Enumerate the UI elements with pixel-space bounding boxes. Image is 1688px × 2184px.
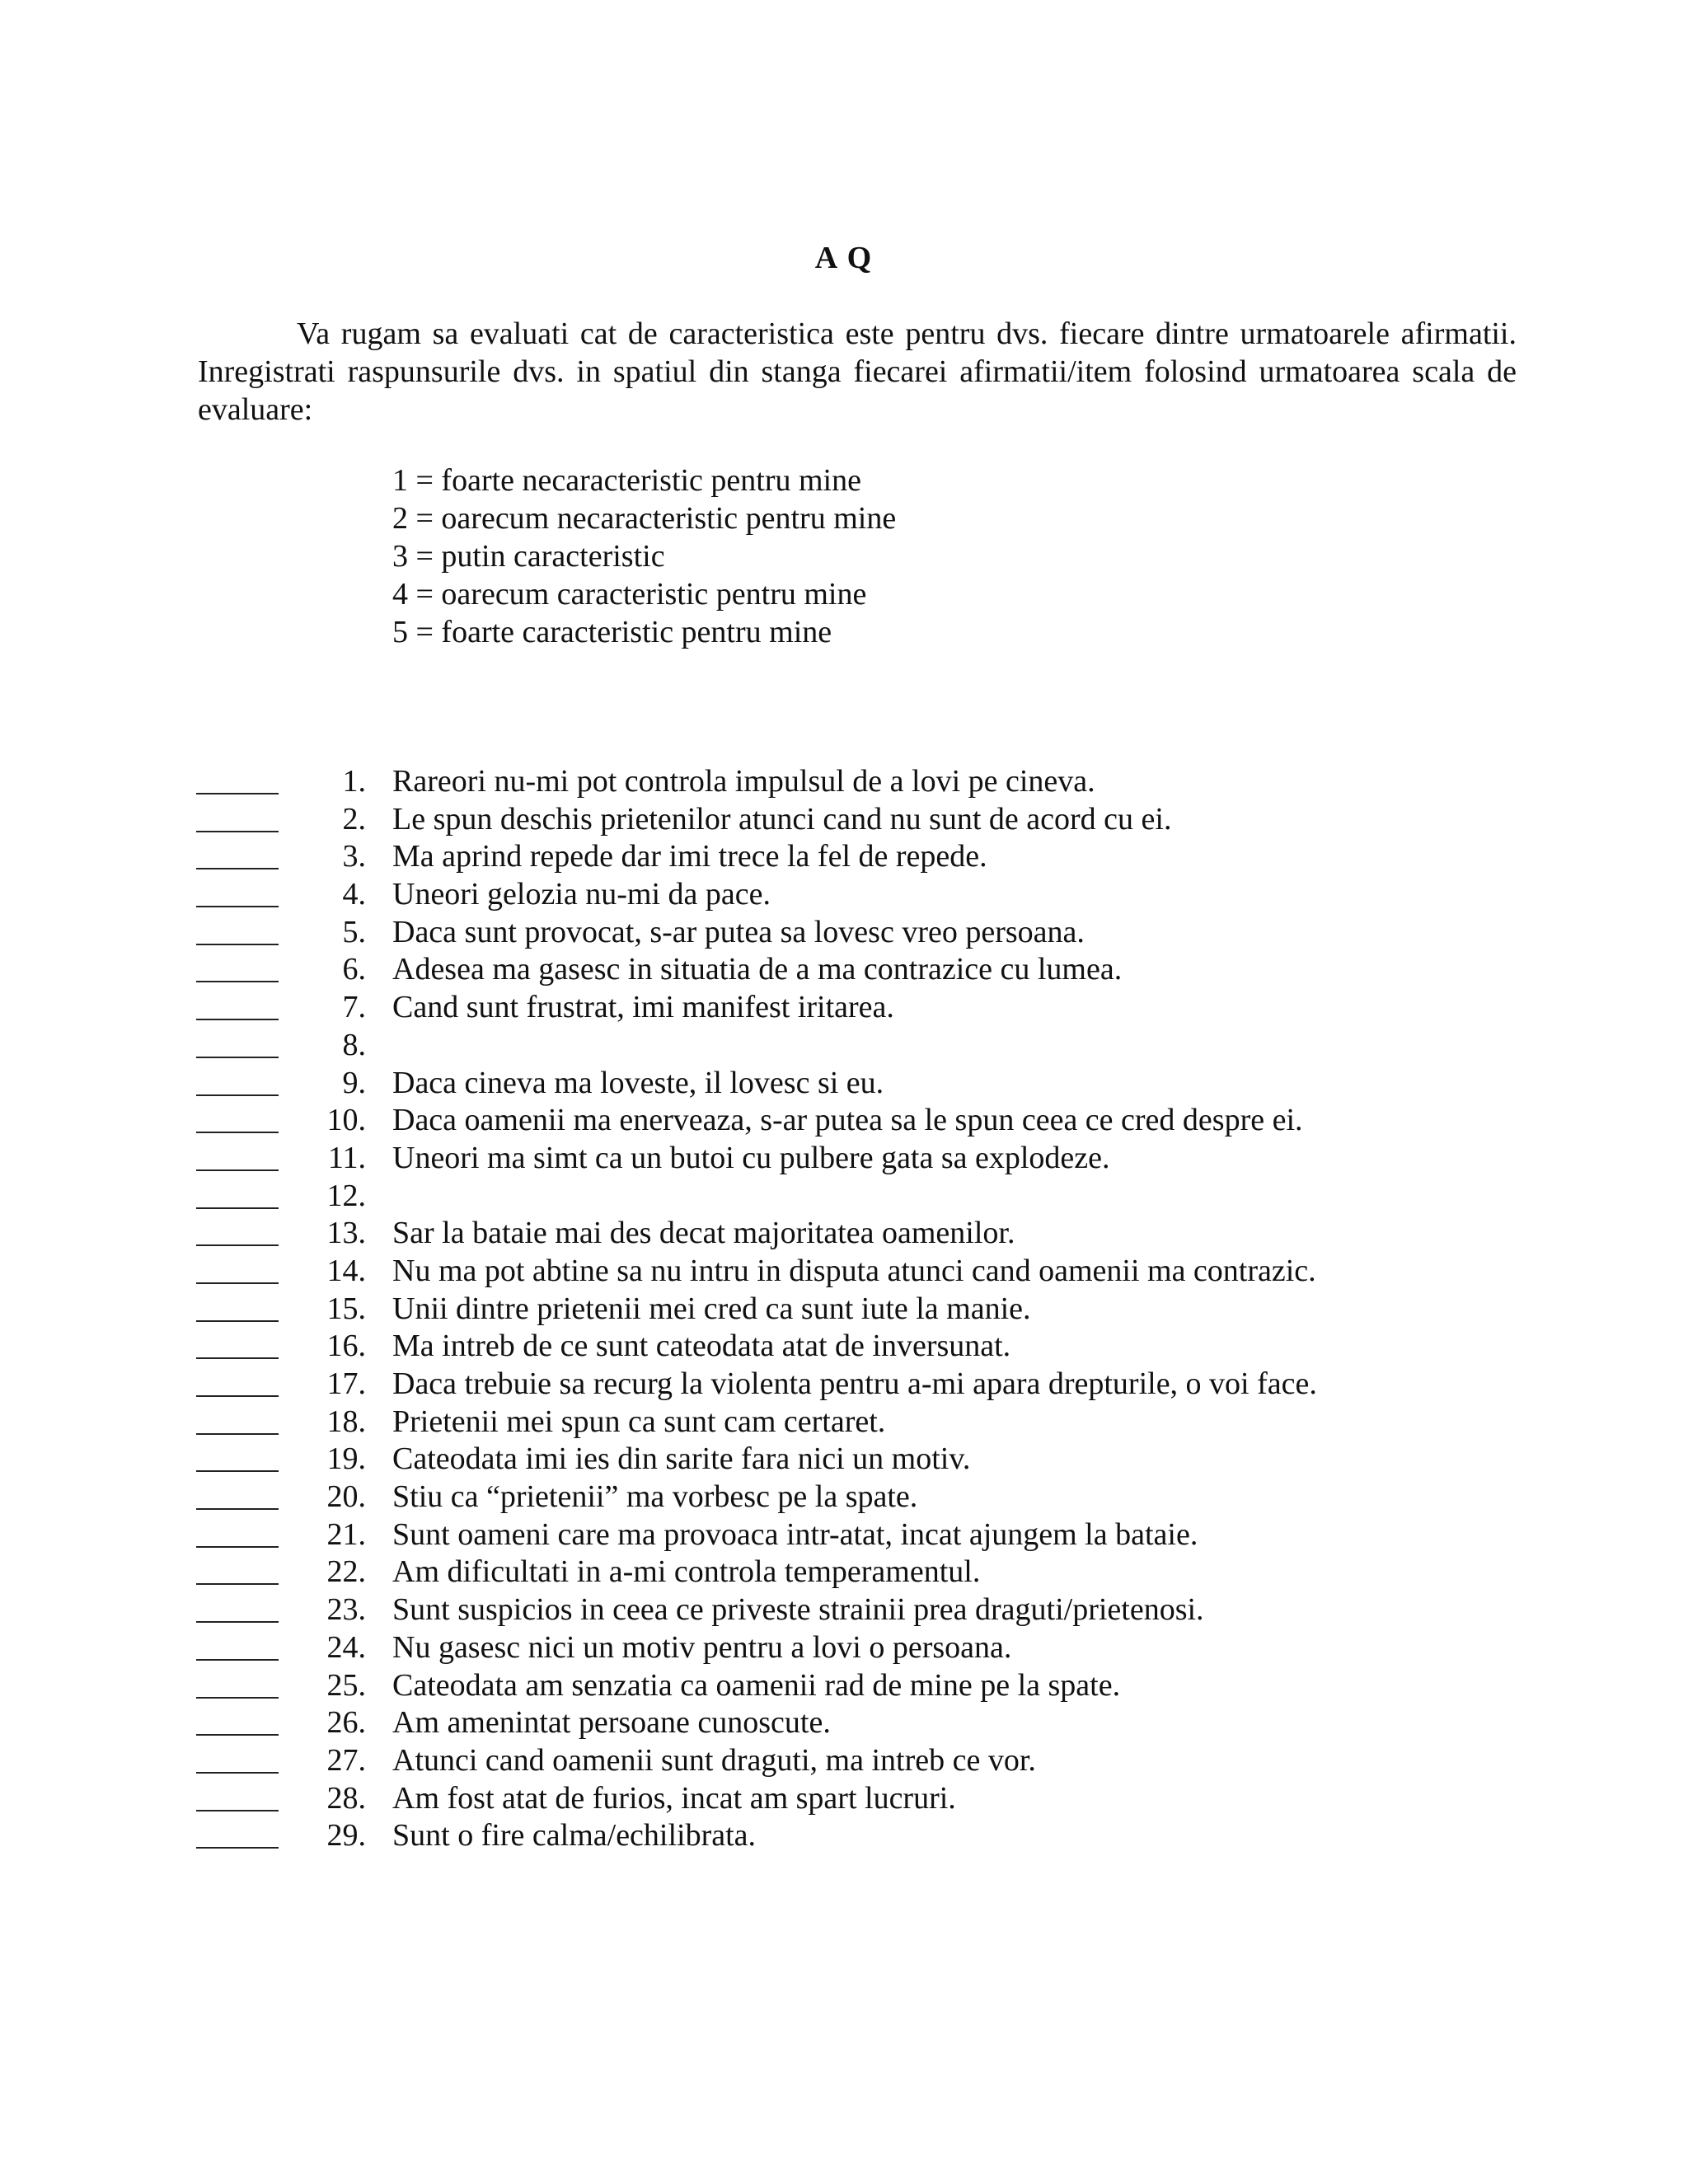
questionnaire-item	[0, 762, 1688, 800]
questionnaire-item	[0, 1177, 1688, 1215]
item-number: 10.	[326, 1103, 366, 1138]
answer-blank[interactable]	[196, 1207, 279, 1209]
questionnaire-item	[0, 1064, 1688, 1102]
questionnaire-item	[0, 1403, 1688, 1441]
questionnaire-item	[0, 1290, 1688, 1328]
item-number: 17.	[326, 1366, 366, 1401]
item-text: Prietenii mei spun ca sunt cam certaret.	[392, 1404, 886, 1439]
item-text: Sar la bataie mai des decat majoritatea oamenilor.	[392, 1216, 1015, 1251]
questionnaire-item	[0, 800, 1688, 838]
questionnaire-item	[0, 1629, 1688, 1666]
scale-option: 4 = oarecum caracteristic pentru mine	[392, 577, 867, 612]
item-text: Ma intreb de ce sunt cateodata atat de inversunat.	[392, 1329, 1011, 1364]
item-number: 21.	[326, 1516, 366, 1552]
answer-blank[interactable]	[196, 868, 279, 869]
answer-blank[interactable]	[196, 793, 279, 794]
item-text: Le spun deschis prietenilor atunci cand nu sunt de acord cu ei.	[392, 801, 1172, 837]
item-number: 15.	[326, 1291, 366, 1326]
page-title: A Q	[814, 241, 874, 275]
item-text: Cateodata am senzatia ca oamenii rad de mine pe la spate.	[392, 1667, 1121, 1703]
item-number: 3.	[342, 839, 366, 874]
questionnaire-item	[0, 1214, 1688, 1252]
item-text: Daca cineva ma loveste, il lovesc si eu.	[392, 1065, 884, 1100]
answer-blank[interactable]	[196, 1320, 279, 1322]
answer-blank[interactable]	[196, 1357, 279, 1359]
item-text: Am dificultati in a-mi controla temperamentul.	[392, 1554, 981, 1590]
questionnaire-item	[0, 1026, 1688, 1064]
item-number: 22.	[326, 1554, 366, 1590]
item-text: Nu gasesc nici un motiv pentru a lovi o persoana.	[392, 1629, 1012, 1665]
questionnaire-item	[0, 950, 1688, 988]
item-text: Cand sunt frustrat, imi manifest iritarea.	[392, 990, 894, 1025]
questionnaire-item	[0, 1101, 1688, 1139]
answer-blank[interactable]	[196, 1508, 279, 1510]
item-number: 28.	[326, 1780, 366, 1816]
item-number: 19.	[326, 1441, 366, 1477]
item-number: 25.	[326, 1667, 366, 1703]
answer-blank[interactable]	[196, 1094, 279, 1096]
item-number: 29.	[326, 1818, 366, 1854]
item-text: Atunci cand oamenii sunt draguti, ma intreb ce vor.	[392, 1742, 1036, 1778]
questionnaire-item	[0, 1704, 1688, 1741]
questionnaire-item	[0, 1553, 1688, 1591]
questionnaire-items	[0, 762, 1688, 1854]
item-number: 20.	[326, 1479, 366, 1515]
item-number: 9.	[342, 1065, 366, 1100]
item-number: 6.	[342, 952, 366, 987]
answer-blank[interactable]	[196, 1810, 279, 1811]
answer-blank[interactable]	[196, 1057, 279, 1058]
questionnaire-item	[0, 1779, 1688, 1817]
item-text: Daca trebuie sa recurg la violenta pentru a-mi apara drepturile, o voi face.	[392, 1366, 1317, 1401]
item-number: 13.	[326, 1216, 366, 1251]
item-text: Sunt suspicios in ceea ce priveste strainii prea draguti/prietenosi.	[392, 1592, 1204, 1628]
questionnaire-item	[0, 837, 1688, 875]
answer-blank[interactable]	[196, 1470, 279, 1472]
item-number: 14.	[326, 1253, 366, 1288]
answer-blank[interactable]	[196, 1659, 279, 1661]
answer-blank[interactable]	[196, 1244, 279, 1246]
questionnaire-item	[0, 1741, 1688, 1779]
item-number: 8.	[342, 1027, 366, 1062]
questionnaire-item	[0, 1327, 1688, 1365]
answer-blank[interactable]	[196, 1169, 279, 1171]
item-text: Am fost atat de furios, incat am spart lucruri.	[392, 1780, 956, 1816]
answer-blank[interactable]	[196, 1621, 279, 1623]
answer-blank[interactable]	[196, 1697, 279, 1699]
item-text: Daca sunt provocat, s-ar putea sa lovesc vreo persoana.	[392, 914, 1085, 949]
item-text: Rareori nu-mi pot controla impulsul de a lovi pe cineva.	[392, 764, 1095, 799]
answer-blank[interactable]	[196, 1772, 279, 1774]
questionnaire-item	[0, 913, 1688, 951]
answer-blank[interactable]	[196, 1019, 279, 1020]
item-number: 2.	[342, 801, 366, 837]
rating-scale	[392, 462, 896, 651]
questionnaire-item	[0, 1478, 1688, 1516]
item-number: 4.	[342, 877, 366, 912]
questionnaire-item	[0, 1591, 1688, 1629]
item-number: 5.	[342, 914, 366, 949]
item-text: Am amenintat persoane cunoscute.	[392, 1705, 831, 1741]
answer-blank[interactable]	[196, 1395, 279, 1397]
scale-option: 2 = oarecum necaracteristic pentru mine	[392, 501, 897, 536]
scale-option: 5 = foarte caracteristic pentru mine	[392, 615, 832, 649]
instructions-paragraph: Va rugam sa evaluati cat de caracteristica este pentru dvs. fiecare dintre urmatoarele afirmatii. Inregistrati raspunsurile dvs. in spatiul din stanga fiecarei afirmatii/item folosind urmatoarea scala de evaluare:	[198, 316, 1517, 427]
item-number: 12.	[326, 1178, 366, 1213]
item-number: 24.	[326, 1629, 366, 1665]
answer-blank[interactable]	[196, 831, 279, 832]
answer-blank[interactable]	[196, 1734, 279, 1736]
questionnaire-item	[0, 1252, 1688, 1290]
answer-blank[interactable]	[196, 1282, 279, 1284]
item-text: Daca oamenii ma enerveaza, s-ar putea sa le spun ceea ce cred despre ei.	[392, 1103, 1303, 1138]
questionnaire-item	[0, 988, 1688, 1026]
answer-blank[interactable]	[196, 1583, 279, 1585]
item-text: Adesea ma gasesc in situatia de a ma contrazice cu lumea.	[392, 952, 1123, 987]
item-number: 18.	[326, 1404, 366, 1439]
item-text: Sunt oameni care ma provoaca intr-atat, incat ajungem la bataie.	[392, 1516, 1198, 1552]
answer-blank[interactable]	[196, 981, 279, 982]
questionnaire-item	[0, 1365, 1688, 1403]
questionnaire-item	[0, 1516, 1688, 1554]
questionnaire-item	[0, 1139, 1688, 1177]
item-text: Cateodata imi ies din sarite fara nici un motiv.	[392, 1441, 971, 1477]
item-text: Unii dintre prietenii mei cred ca sunt iute la manie.	[392, 1291, 1031, 1326]
answer-blank[interactable]	[196, 1132, 279, 1133]
item-number: 27.	[326, 1742, 366, 1778]
item-number: 26.	[326, 1705, 366, 1741]
item-text: Stiu ca “prietenii” ma vorbesc pe la spate.	[392, 1479, 918, 1515]
answer-blank[interactable]	[196, 1546, 279, 1548]
questionnaire-item	[0, 1440, 1688, 1478]
questionnaire-item	[0, 875, 1688, 913]
item-text: Ma aprind repede dar imi trece la fel de repede.	[392, 839, 987, 874]
item-number: 1.	[342, 764, 366, 799]
item-number: 11.	[327, 1140, 366, 1175]
questionnaire-item	[0, 1666, 1688, 1704]
item-number: 16.	[326, 1329, 366, 1364]
answer-blank[interactable]	[196, 1847, 279, 1849]
answer-blank[interactable]	[196, 1433, 279, 1435]
item-text: Uneori ma simt ca un butoi cu pulbere gata sa explodeze.	[392, 1140, 1110, 1175]
answer-blank[interactable]	[196, 944, 279, 945]
scale-option: 3 = putin caracteristic	[392, 539, 665, 574]
item-text: Uneori gelozia nu-mi da pace.	[392, 877, 771, 912]
answer-blank[interactable]	[196, 906, 279, 907]
item-text: Nu ma pot abtine sa nu intru in disputa atunci cand oamenii ma contrazic.	[392, 1253, 1316, 1288]
item-number: 23.	[326, 1592, 366, 1628]
item-number: 7.	[342, 990, 366, 1025]
scale-option: 1 = foarte necaracteristic pentru mine	[392, 463, 861, 498]
item-text: Sunt o fire calma/echilibrata.	[392, 1818, 757, 1854]
questionnaire-item	[0, 1816, 1688, 1854]
